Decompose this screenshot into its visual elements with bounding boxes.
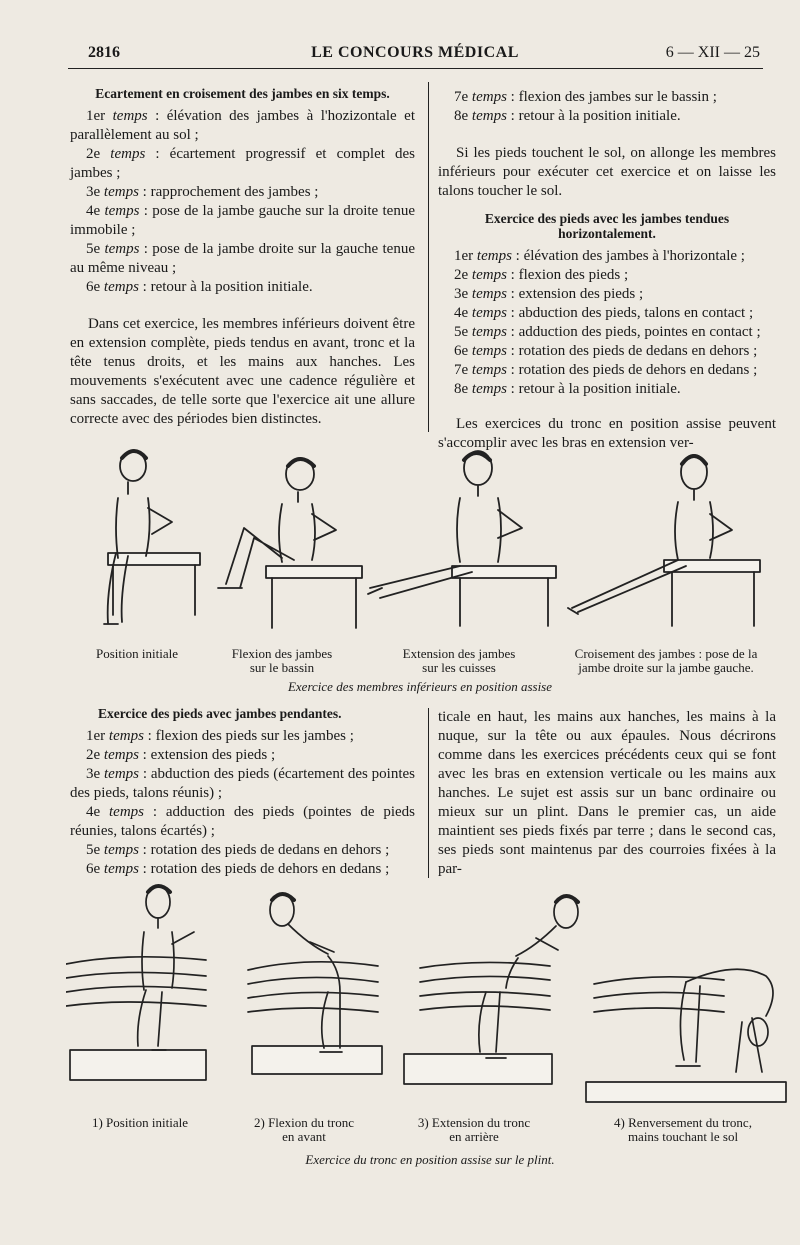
step-text: : adduction des pieds, pointes en contact ;	[506, 324, 761, 340]
step-number: 6e	[86, 279, 101, 295]
step-number: 5e	[86, 241, 101, 257]
step-number: 3e	[86, 766, 101, 782]
step-number: 2e	[86, 747, 101, 763]
column-rule	[428, 708, 429, 878]
step-tag: temps	[471, 381, 507, 397]
step-text: : pose de la jambe gauche sur la droite tenue immobile ;	[70, 203, 415, 238]
step-tag: temps	[471, 362, 507, 378]
figure1-caption-1: Position initiale	[96, 646, 178, 661]
step-item	[70, 240, 415, 278]
illustration-trunk-renversement	[586, 969, 786, 1102]
figure1-caption-4: Croisement des jambes : pose de la jambe droite sur la jambe gauche.	[574, 646, 758, 675]
body-paragraph: Les exercices du tronc en position assise peuvent s'accomplir avec les bras en extension ver-	[438, 416, 776, 451]
step-text: : rotation des pieds de dehors en dedans ;	[138, 861, 390, 877]
step-item	[70, 145, 415, 183]
figure-leg-exercises	[68, 448, 790, 643]
step-tag: temps	[104, 203, 140, 219]
section-heading: Ecartement en croisement des jambes en six temps.	[95, 86, 390, 101]
step-number: 1er	[454, 248, 474, 264]
step-item	[70, 746, 415, 765]
step-number: 8e	[454, 108, 469, 124]
step-item	[70, 278, 415, 297]
step-number: 5e	[454, 324, 469, 340]
figure2-caption-2: 2) Flexion du tronc en avant	[253, 1115, 354, 1144]
step-text: : abduction des pieds (écartement des pointes des pieds, talons réunis) ;	[70, 766, 415, 801]
step-text: : extension des pieds ;	[138, 747, 276, 763]
step-text: : élévation des jambes à l'horizontale ;	[511, 248, 745, 264]
step-text: : retour à la position initiale.	[506, 381, 681, 397]
step-text: : flexion des jambes sur le bassin ;	[506, 89, 717, 105]
step-number: 7e	[454, 362, 469, 378]
step-tag: temps	[471, 343, 507, 359]
figure-trunk-exercises	[66, 882, 790, 1112]
step-item	[70, 841, 415, 860]
step-tag: temps	[104, 241, 140, 257]
step-number: 3e	[454, 286, 469, 302]
step-tag: temps	[103, 279, 139, 295]
figure1-caption-3: Extension des jambes sur les cuisses	[402, 646, 516, 675]
step-number: 6e	[454, 343, 469, 359]
body-paragraph: Si les pieds touchent le sol, on allonge les membres inférieurs pour exécuter cet exercice et on laisse les talons toucher le sol.	[438, 145, 776, 199]
illustration-extension-jambes	[368, 451, 556, 626]
step-tag: temps	[103, 747, 139, 763]
step-tag: temps	[476, 248, 512, 264]
figure2-caption-4: 4) Renversement du tronc, mains touchant le sol	[614, 1115, 752, 1144]
step-number: 5e	[86, 842, 101, 858]
step-item	[438, 304, 776, 323]
section-heading: Exercice des pieds avec les jambes tendues horizontalement.	[484, 211, 730, 241]
figure2-legend: Exercice du tronc en position assise sur le plint.	[305, 1152, 555, 1167]
figure2-caption-1: 1) Position initiale	[91, 1115, 189, 1130]
right-column-middle	[438, 708, 776, 879]
step-item	[438, 247, 776, 266]
header-rule	[68, 68, 763, 69]
figure2-caption-3: 3) Extension du tronc en arrière	[417, 1115, 531, 1144]
step-number: 2e	[454, 267, 469, 283]
step-item	[438, 323, 776, 342]
step-tag: temps	[103, 861, 139, 877]
body-paragraph: ticale en haut, les mains aux hanches, les mains à la nuque, sur la tête ou aux épaules. Nous décrirons comme dans les exercices précédents ceux qui se font avec les bras en extension verticale ou les mains aux hanches. Le sujet est assis sur un banc ordinaire ou mieux sur un plint. Dans le premier cas, un aide maintient ses pieds fixés par terre ; dans le second cas, ses pieds sont maintenus par des courroies fixées à la par-	[438, 709, 776, 877]
step-list	[438, 88, 776, 126]
step-number: 1er	[86, 728, 106, 744]
step-tag: temps	[104, 766, 140, 782]
step-tag: temps	[109, 804, 145, 820]
step-list	[438, 247, 776, 399]
step-item	[70, 202, 415, 240]
step-item	[70, 183, 415, 202]
step-number: 2e	[86, 146, 101, 162]
step-text: : abduction des pieds, talons en contact ;	[506, 305, 754, 321]
step-text: : élévation des jambes à l'hozizontale et parallèlement au sol ;	[70, 108, 415, 143]
step-item	[438, 107, 776, 126]
step-number: 6e	[86, 861, 101, 877]
illustration-croisement-jambes	[568, 455, 760, 626]
step-text: : pose de la jambe droite sur la gauche tenue au même niveau ;	[70, 241, 415, 276]
step-tag: temps	[110, 146, 146, 162]
step-text: : écartement progressif et complet des jambes ;	[70, 146, 416, 181]
step-tag: temps	[471, 305, 507, 321]
step-number: 4e	[86, 804, 101, 820]
step-list	[70, 727, 415, 879]
step-tag: temps	[471, 267, 507, 283]
step-tag: temps	[103, 842, 139, 858]
step-text: : flexion des pieds sur les jambes ;	[143, 728, 354, 744]
step-text: : adduction des pieds (pointes de pieds réunies, talons écartés) ;	[70, 804, 416, 839]
step-text: : rotation des pieds de dedans en dehors ;	[138, 842, 390, 858]
page-number: 2816	[88, 44, 120, 61]
step-tag: temps	[471, 108, 507, 124]
illustration-flexion-jambes	[218, 458, 362, 628]
step-text: : extension des pieds ;	[506, 286, 644, 302]
step-item	[70, 107, 415, 145]
step-tag: temps	[108, 728, 144, 744]
column-rule	[428, 82, 429, 432]
step-number: 7e	[454, 89, 469, 105]
step-number: 1er	[86, 108, 106, 124]
step-tag: temps	[112, 108, 148, 124]
step-text: : flexion des pieds ;	[506, 267, 629, 283]
step-item	[438, 88, 776, 107]
step-tag: temps	[103, 184, 139, 200]
step-item	[70, 860, 415, 879]
step-item	[438, 380, 776, 399]
step-item	[70, 765, 415, 803]
page-header	[70, 40, 760, 66]
step-text: : retour à la position initiale.	[506, 108, 681, 124]
journal-title: LE CONCOURS MÉDICAL	[311, 44, 519, 61]
illustration-position-initiale	[104, 451, 200, 624]
step-number: 4e	[454, 305, 469, 321]
step-tag: temps	[471, 89, 507, 105]
step-item	[70, 727, 415, 746]
step-number: 8e	[454, 381, 469, 397]
step-text: : retour à la position initiale.	[138, 279, 313, 295]
right-column-top	[438, 88, 776, 453]
step-tag: temps	[471, 286, 507, 302]
illustration-trunk-extension-arriere	[404, 896, 578, 1084]
left-column-middle	[70, 706, 415, 879]
step-item	[70, 803, 415, 841]
step-text: : rapprochement des jambes ;	[138, 184, 319, 200]
step-number: 4e	[86, 203, 101, 219]
step-tag: temps	[471, 324, 507, 340]
step-item	[438, 266, 776, 285]
left-column-top	[70, 86, 415, 429]
issue-date: 6 — XII — 25	[665, 44, 760, 61]
illustration-trunk-position-initiale	[66, 886, 206, 1080]
section-heading: Exercice des pieds avec jambes pendantes.	[98, 706, 342, 721]
step-list	[70, 107, 415, 297]
step-text: : rotation des pieds de dehors en dedans ;	[506, 362, 758, 378]
figure1-caption-2: Flexion des jambes sur le bassin	[231, 646, 333, 675]
illustration-trunk-flexion-avant	[248, 894, 382, 1074]
body-paragraph: Dans cet exercice, les membres inférieurs doivent être en extension complète, pieds tendus en avant, tronc et la tête tenus droits, et les mains aux hanches. Les mouvements s'exécutent avec une cadence régulière et sans saccades, de telle sorte que l'exercice ait une allure correcte avec des périodes bien distinctes.	[70, 316, 415, 427]
step-item	[438, 361, 776, 380]
step-text: : rotation des pieds de dedans en dehors ;	[506, 343, 758, 359]
step-item	[438, 342, 776, 361]
figure1-legend: Exercice des membres inférieurs en position assise	[287, 679, 553, 694]
step-number: 3e	[86, 184, 101, 200]
step-item	[438, 285, 776, 304]
